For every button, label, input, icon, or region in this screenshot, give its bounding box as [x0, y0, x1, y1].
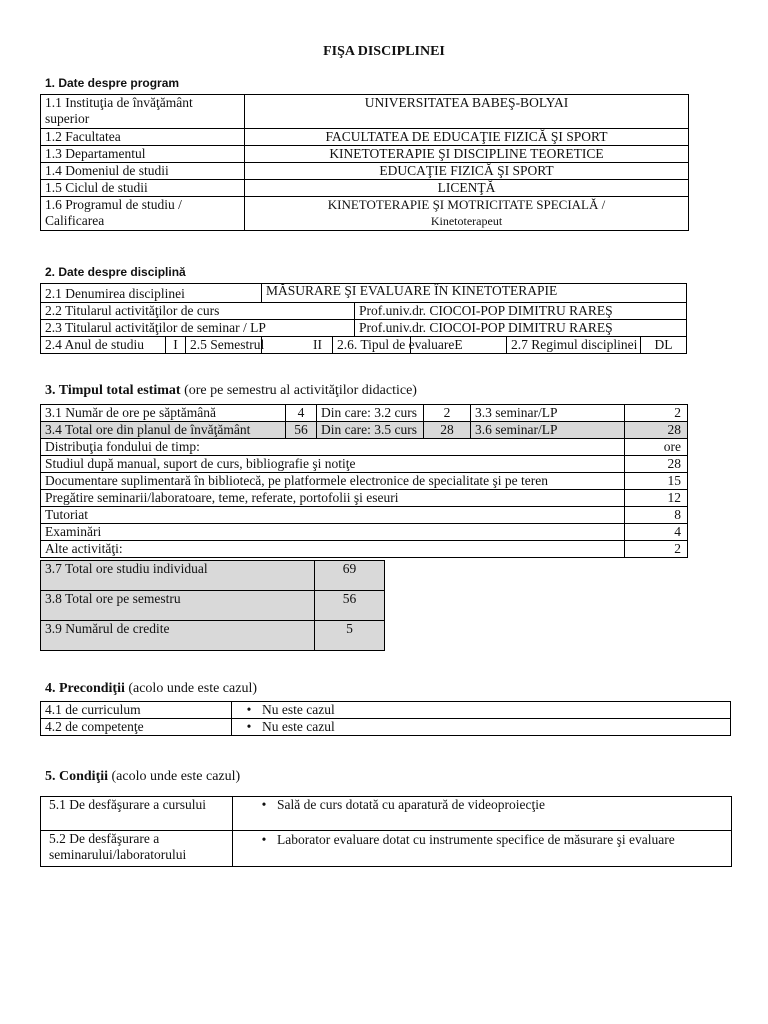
table-row	[41, 320, 687, 337]
bullet-icon: •	[246, 719, 252, 734]
totals-table	[40, 560, 385, 651]
activity-label: Alte activităţi:	[41, 541, 625, 558]
table-row	[41, 621, 385, 651]
total-seminar-hours-value: 28	[625, 422, 688, 439]
precondition-value: Nu este cazul	[262, 702, 335, 717]
page-title: FIŞA DISCIPLINEI	[323, 44, 445, 59]
activity-hours: 8	[625, 507, 688, 524]
bullet-icon: •	[261, 797, 267, 812]
program-label: 1.2 Facultatea	[41, 129, 245, 146]
seminar-hours-value: 2	[625, 405, 688, 422]
precondition-label: 4.1 de curriculum	[41, 702, 232, 719]
total-seminar-hours-label: 3.6 seminar/LP	[471, 422, 625, 439]
table-row	[41, 507, 688, 524]
table-row	[41, 524, 688, 541]
activity-label: Documentare suplimentară în bibliotecă, pe platformele electronice de specialitate şi pe teren	[41, 473, 625, 490]
program-value: KINETOTERAPIE ŞI MOTRICITATE SPECIALĂ /	[327, 197, 606, 212]
table-row	[41, 473, 688, 490]
evaluation-type-label: 2.6. Tipul de evaluare	[333, 337, 411, 354]
table-row	[41, 405, 688, 422]
section-5-heading-rest: (acolo unde este cazul)	[108, 769, 241, 784]
activity-label: Tutoriat	[41, 507, 625, 524]
program-value: KINETOTERAPIE ŞI DISCIPLINE TEORETICE	[245, 146, 689, 163]
total-course-hours-value: 28	[424, 422, 471, 439]
discipline-name-label: 2.1 Denumirea disciplinei	[41, 284, 262, 303]
total-plan-hours-value: 56	[286, 422, 317, 439]
table-row	[41, 180, 689, 197]
program-label: 1.4 Domeniul de studii	[41, 163, 245, 180]
time-table	[40, 404, 688, 558]
precondition-label: 4.2 de competenţe	[41, 719, 232, 736]
program-value-qualification: Kinetoterapeut	[430, 214, 503, 228]
program-value: UNIVERSITATEA BABEŞ-BOLYAI	[245, 95, 689, 129]
total-course-hours-label: Din care: 3.5 curs	[317, 422, 424, 439]
table-row	[41, 163, 689, 180]
course-hours-label: Din care: 3.2 curs	[317, 405, 424, 422]
discipline-table	[40, 283, 687, 354]
condition-label: 5.1 De desfăşurare a cursului	[41, 797, 233, 831]
section-3-heading-bold: 3. Timpul total estimat	[45, 383, 181, 398]
table-row	[41, 337, 687, 354]
semester-label: 2.5 Semestrul	[186, 337, 262, 354]
table-row	[41, 490, 688, 507]
program-value: EDUCAŢIE FIZICĂ ŞI SPORT	[245, 163, 689, 180]
course-holder-value: Prof.univ.dr. CIOCOI-POP DIMITRU RAREŞ	[355, 303, 687, 320]
precondition-value: Nu este cazul	[262, 719, 335, 734]
table-row	[41, 591, 385, 621]
section-3-heading	[45, 383, 417, 399]
activity-hours: 15	[625, 473, 688, 490]
table-row	[41, 422, 688, 439]
course-holder-label: 2.2 Titularul activităţilor de curs	[41, 303, 355, 320]
table-row	[41, 197, 689, 231]
bullet-icon: •	[246, 702, 252, 717]
seminar-hours-label: 3.3 seminar/LP	[471, 405, 625, 422]
time-fund-unit: ore	[625, 439, 688, 456]
hours-per-week-value: 4	[286, 405, 317, 422]
section-3-heading-rest: (ore pe semestru al activităţilor didactice)	[180, 383, 417, 398]
total-plan-hours-label: 3.4 Total ore din planul de învăţământ	[41, 422, 286, 439]
total-label: 3.8 Total ore pe semestru	[41, 591, 315, 621]
table-row	[41, 561, 385, 591]
study-year-label: 2.4 Anul de studiu	[41, 337, 166, 354]
table-row	[41, 95, 689, 129]
table-row	[41, 719, 731, 736]
table-row	[41, 456, 688, 473]
total-value: 5	[315, 621, 385, 651]
seminar-holder-value: Prof.univ.dr. CIOCOI-POP DIMITRU RAREŞ	[355, 320, 687, 337]
table-row	[41, 439, 688, 456]
discipline-regime-label: 2.7 Regimul disciplinei	[507, 337, 641, 354]
program-label: 1.3 Departamentul	[41, 146, 245, 163]
total-value: 56	[315, 591, 385, 621]
condition-label: 5.2 De desfăşurare a seminarului/laboratorului	[41, 831, 233, 867]
table-row	[41, 831, 732, 867]
activity-hours: 12	[625, 490, 688, 507]
program-label: 1.6 Programul de studiu / Calificarea	[41, 197, 245, 231]
bullet-icon: •	[261, 832, 267, 847]
program-label: 1.1 Instituţia de învăţământ superior	[41, 95, 245, 129]
section-4-heading-rest: (acolo unde este cazul)	[124, 681, 257, 696]
course-hours-value: 2	[424, 405, 471, 422]
activity-label: Studiul după manual, suport de curs, bibliografie şi notiţe	[41, 456, 625, 473]
conditions-table	[40, 796, 732, 867]
program-label: 1.5 Ciclul de studii	[41, 180, 245, 197]
section-4-heading	[45, 681, 257, 697]
discipline-regime-value: DL	[641, 337, 687, 354]
condition-value: Sală de curs dotată cu aparatură de videoproiecţie	[277, 797, 545, 812]
section-4-heading-bold: 4. Precondiţii	[45, 681, 125, 696]
section-5-heading-bold: 5. Condiţii	[45, 769, 109, 784]
hours-per-week-label: 3.1 Număr de ore pe săptămână	[41, 405, 286, 422]
table-row	[41, 303, 687, 320]
activity-label: Examinări	[41, 524, 625, 541]
program-value: FACULTATEA DE EDUCAŢIE FIZICĂ ŞI SPORT	[245, 129, 689, 146]
activity-hours: 28	[625, 456, 688, 473]
preconditions-table	[40, 701, 731, 736]
time-fund-label: Distribuţia fondului de timp:	[41, 439, 625, 456]
activity-label: Pregătire seminarii/laboratoare, teme, referate, portofolii şi eseuri	[41, 490, 625, 507]
semester-value: II	[262, 337, 333, 354]
total-value: 69	[315, 561, 385, 591]
section-5-heading	[45, 769, 240, 785]
seminar-holder-label: 2.3 Titularul activităţilor de seminar / LP	[41, 320, 355, 337]
table-row	[41, 702, 731, 719]
activity-hours: 4	[625, 524, 688, 541]
table-row	[41, 129, 689, 146]
program-value: LICENŢĂ	[245, 180, 689, 197]
table-row	[41, 797, 732, 831]
total-label: 3.9 Numărul de credite	[41, 621, 315, 651]
section-1-heading: 1. Date despre program	[45, 76, 180, 90]
activity-hours: 2	[625, 541, 688, 558]
table-row	[41, 284, 687, 303]
discipline-name-value: MĂSURARE ŞI EVALUARE ÎN KINETOTERAPIE	[262, 284, 687, 303]
total-label: 3.7 Total ore studiu individual	[41, 561, 315, 591]
evaluation-type-value: E	[411, 337, 507, 354]
program-table	[40, 94, 689, 231]
table-row	[41, 541, 688, 558]
study-year-value: I	[166, 337, 186, 354]
table-row	[41, 146, 689, 163]
condition-value: Laborator evaluare dotat cu instrumente specifice de măsurare şi evaluare	[277, 832, 675, 847]
section-2-heading: 2. Date despre disciplină	[45, 265, 186, 279]
